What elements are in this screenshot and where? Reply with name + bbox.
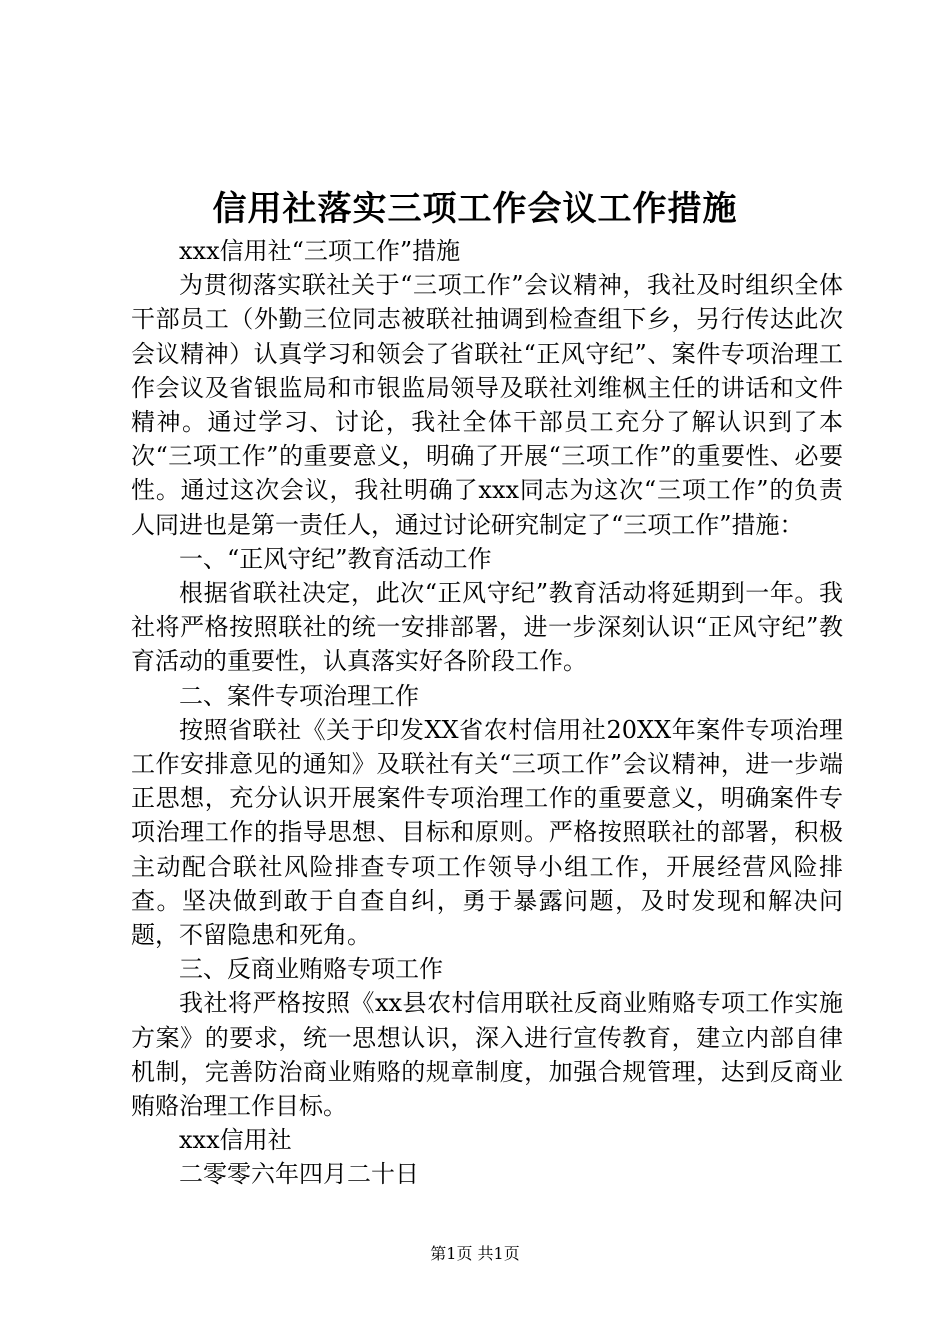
page-footer: 第1页 共1页 <box>430 1244 520 1263</box>
paragraph-section-1: 根据省联社决定，此次“正风守纪”教育活动将延期到一年。我社将严格按照联社的统一安排部署，进一步深刻认识“正风守纪”教育活动的重要性，认真落实好各阶段工作。 <box>131 579 843 676</box>
signature-date: 二零零六年四月二十日 <box>179 1160 419 1189</box>
paragraph-section-2: 按照省联社《关于印发XX省农村信用社20XX年案件专项治理工作安排意见的通知》及联社有关“三项工作”会议精神，进一步端正思想，充分认识开展案件专项治理工作的重要意义，明确案件专项治理工作的指导思想、目标和原则。严格按照联社的部署，积极主动配合联社风险排查专项工作领导小组工作，开展经营风险排查。坚决做到敢于自查自纠，勇于暴露问题，及时发现和解决问题，不留隐患和死角。 <box>131 715 843 950</box>
section-heading-2: 二、案件专项治理工作 <box>179 681 419 710</box>
section-heading-3: 三、反商业贿赂专项工作 <box>179 955 443 984</box>
signature-org: xxx信用社 <box>179 1126 292 1155</box>
document-title: 信用社落实三项工作会议工作措施 <box>212 189 738 229</box>
document-body <box>131 234 843 1192</box>
section-heading-1: 一、“正风守纪”教育活动工作 <box>179 544 492 573</box>
heading-measures: xxx信用社“三项工作”措施 <box>179 237 461 265</box>
paragraph-section-3: 我社将严格按照《xx县农村信用联社反商业贿赂专项工作实施方案》的要求，统一思想认识，深入进行宣传教育，建立内部自律机制，完善防治商业贿赂的规章制度，加强合规管理，达到反商业贿赂治理工作目标。 <box>131 989 843 1121</box>
paragraph-intro: 为贯彻落实联社关于“三项工作”会议精神，我社及时组织全体干部员工（外勤三位同志被联社抽调到检查组下乡，另行传达此次会议精神）认真学习和领会了省联社“正风守纪”、案件专项治理工作会议及省银监局和市银监局领导及联社刘维枫主任的讲话和文件精神。通过学习、讨论，我社全体干部员工充分了解认识到了本次“三项工作”的重要意义，明确了开展“三项工作”的重要性、必要性。通过这次会议，我社明确了xxx同志为这次“三项工作”的负责人同进也是第一责任人，通过讨论研究制定了“三项工作”措施： <box>131 271 843 539</box>
